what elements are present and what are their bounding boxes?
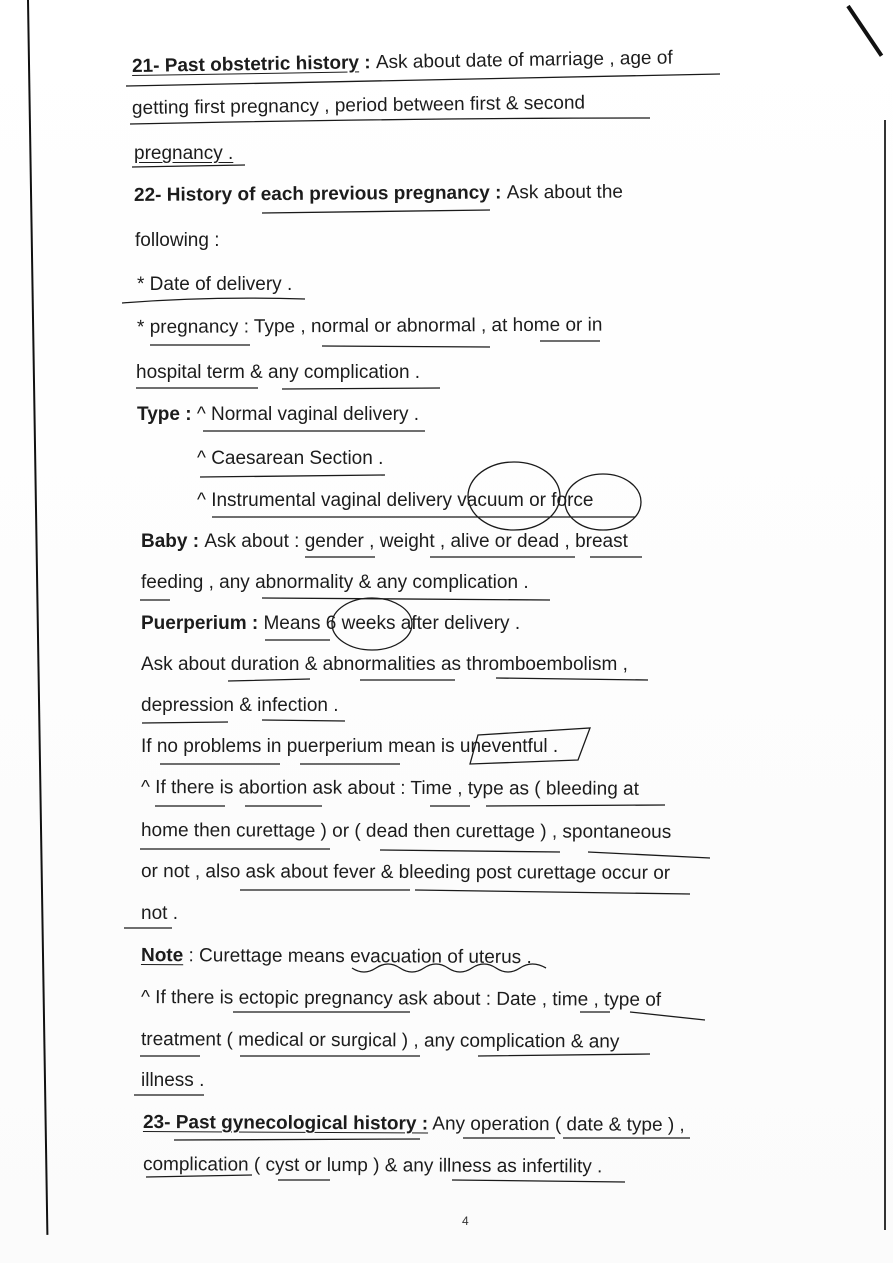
text-segment: complication ( cyst or lump ) & any illness as infertility . [142, 1154, 603, 1178]
ink-underline [174, 1138, 690, 1140]
text-segment: If no problems in puerperium mean is uneventful . [141, 736, 559, 757]
text-segment: pregnancy . [134, 143, 234, 164]
text-line [143, 1153, 602, 1179]
text-segment: getting first pregnancy , period between first & second [131, 92, 586, 119]
text-segment: Ask about : gender , weight , alive or dead , breast [204, 531, 628, 552]
text-segment: home then curettage ) or ( dead then curettage ) , spontaneous [140, 820, 672, 843]
text-heading: Note [140, 945, 184, 967]
page-left-edge-shadow [27, 0, 48, 1235]
text-heading: : [358, 52, 377, 74]
text-line [141, 902, 178, 926]
page-right-edge-shadow [884, 120, 886, 1230]
text-line [134, 181, 623, 208]
text-line [137, 314, 603, 340]
text-segment: Means 6 weeks after delivery . [263, 613, 521, 634]
text-line [141, 1028, 619, 1055]
text-segment: ^ Normal vaginal delivery . [196, 404, 420, 425]
text-line [141, 530, 628, 554]
text-heading: 22- History of each previous pregnancy [133, 182, 490, 206]
text-line [134, 142, 233, 166]
page-number: 4 [462, 1214, 469, 1228]
text-segment: ^ If there is ectopic pregnancy ask about : Date , time , type of [140, 987, 662, 1011]
ink-underline [142, 720, 345, 723]
text-line [135, 229, 220, 253]
text-segment: following : [135, 230, 220, 251]
text-segment: feeding , any abnormality & any complication . [141, 572, 529, 593]
text-heading: Baby : [141, 531, 205, 552]
text-heading: 23- Past gynecological history : [142, 1112, 429, 1135]
text-heading: Puerperium : [141, 613, 264, 634]
text-segment: Ask about date of marriage , age of [375, 47, 673, 74]
text-line [141, 694, 339, 718]
text-segment: * pregnancy : Type , normal or abnormal , at home or in [136, 314, 603, 338]
text-line [141, 819, 671, 845]
ink-underline [200, 475, 385, 477]
ink-underline [136, 388, 440, 389]
ink-underline [233, 1012, 705, 1020]
text-line [132, 91, 585, 121]
text-segment: illness . [141, 1070, 205, 1091]
text-line [137, 403, 419, 427]
text-segment: Ask about duration & abnormalities as thromboembolism , [141, 654, 628, 675]
text-line [141, 612, 520, 636]
text-heading: Type : [137, 404, 197, 425]
text-segment: * Date of delivery . [137, 274, 293, 295]
ink-underline [240, 890, 690, 894]
text-segment: : Curettage means evacuation of uterus . [183, 945, 532, 969]
text-line [141, 1069, 204, 1093]
text-line [141, 735, 558, 759]
text-line [141, 986, 661, 1013]
ink-underline [150, 341, 600, 347]
page-corner-mark [846, 5, 883, 57]
text-segment: or not , also ask about fever & bleeding post curettage occur or [140, 861, 671, 884]
text-segment: hospital term & any complication . [136, 362, 421, 383]
text-segment: treatment ( medical or surgical ) , any complication & any [140, 1029, 620, 1053]
ink-underline [122, 298, 305, 303]
text-line [197, 489, 593, 513]
ink-underline [140, 598, 550, 600]
text-segment: ^ If there is abortion ask about : Time , type as ( bleeding at [140, 777, 639, 800]
text-heading: : [489, 182, 507, 204]
text-line [137, 273, 292, 297]
ink-underline [262, 210, 490, 213]
text-segment: depression & infection . [141, 695, 339, 716]
text-line [141, 860, 670, 886]
text-line [141, 944, 532, 970]
text-line [132, 47, 673, 79]
text-line [136, 361, 420, 385]
text-line [141, 653, 628, 677]
text-line [141, 776, 639, 802]
ink-underline [140, 849, 710, 858]
text-segment: Any operation ( date & type ) , [428, 1113, 685, 1136]
ink-underline [228, 678, 648, 681]
text-segment: ^ Instrumental vaginal delivery vacuum or force [197, 490, 594, 511]
text-segment: not . [141, 903, 178, 924]
ink-underline [140, 1054, 650, 1056]
text-line [197, 447, 383, 471]
text-heading: 21- Past obstetric history [131, 52, 360, 77]
text-segment: Ask about the [506, 181, 623, 204]
ink-underline [155, 805, 665, 806]
text-segment: ^ Caesarean Section . [197, 448, 384, 469]
text-line [143, 1111, 685, 1138]
text-line [141, 571, 529, 595]
